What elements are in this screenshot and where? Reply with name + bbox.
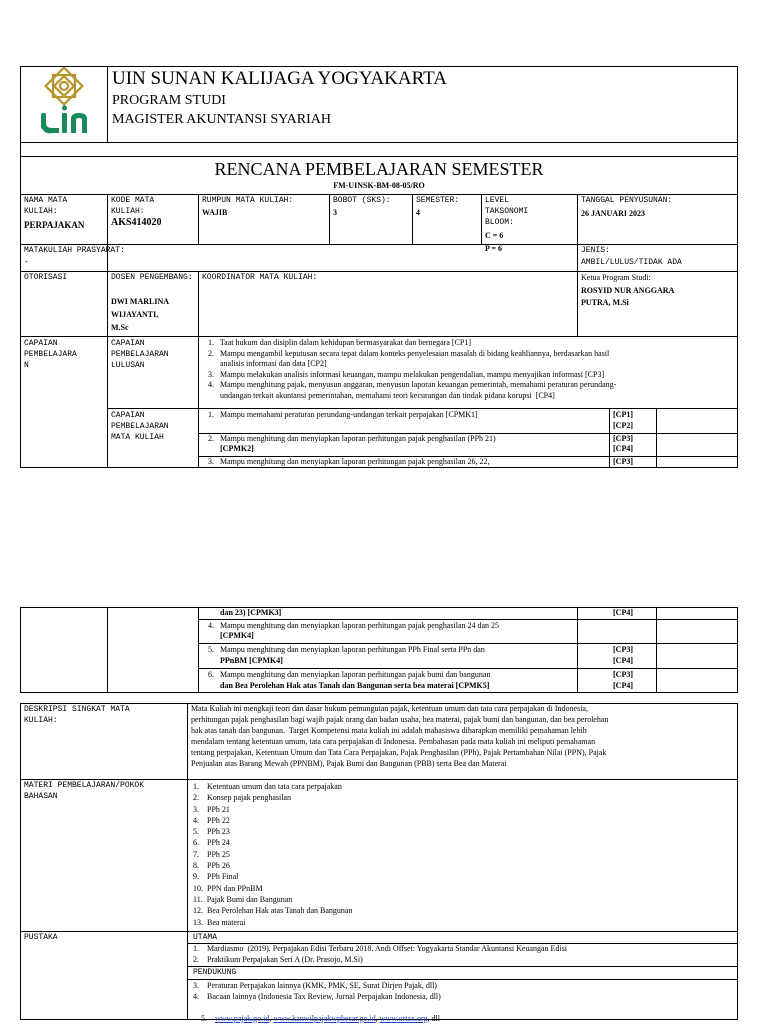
bobot-value: 3 [333, 208, 337, 217]
materi-list [193, 781, 352, 928]
program-label: PROGRAM STUDI [112, 93, 226, 108]
program-name: MAGISTER AKUNTANSI SYARIAH [112, 112, 332, 127]
list-item: 1. Mardiasmo (2019). Perpajakan Edisi Terbaru 2018. Andi Offset: Yogyakarta Standar Akuntansi Keuangan Edisi [193, 944, 567, 953]
course-name: PERPAJAKAN [24, 220, 85, 230]
list-item: 5. PPh 23 [193, 827, 230, 837]
deskripsi-label: DESKRIPSI SINGKAT MATA [24, 705, 130, 714]
list-item: 2. Praktikum Perpajakan Seri A (Dr. Prasojo, M.Si) [193, 955, 363, 964]
materi-label: MATERI PEMBELAJARAN/POKOK [24, 781, 145, 790]
list-item: 1. Ketentuan umum dan tata cara perpajakan [193, 782, 342, 791]
capaian-label: CAPAIAN [24, 339, 58, 348]
cpmk-item: 5. Mampu menghitung dan menyiapkan laporan perhitungan PPh Final serta PPn dan [208, 645, 485, 654]
semester-value: 4 [416, 208, 420, 217]
otorisasi-label: OTORISASI [24, 273, 68, 282]
list-item: 6. PPh 24 [193, 838, 230, 848]
list-item: 10. PPN dan PPnBM [193, 883, 263, 893]
rumpun-label: RUMPUN MATA KULIAH: [202, 196, 294, 205]
tanggal-value: 26 JANUARI 2023 [581, 209, 645, 218]
jenis-label: JENIS: [581, 246, 610, 255]
list-item: 5. www.pajak.go.id, www.kanwilpajakwpbesar.go.id, www.ortax.org, dll [201, 1013, 440, 1023]
level-c: C = 6 [485, 231, 504, 240]
list-item: 2. Mampu mengambil keputusan secara tepat dalam konteks penyelesaian masalah di bidang keahliannya, berdasarkan hasil [208, 348, 610, 358]
tanggal-label: TANGGAL PENYUSUNAN: [581, 196, 673, 205]
rumpun-value: WAJIB [202, 208, 228, 217]
ketua-label: Ketua Program Studi: [581, 273, 651, 282]
utama-label: UTAMA [193, 933, 218, 942]
level-label: LEVEL [485, 196, 510, 205]
jenis-value: AMBIL/LULUS/TIDAK ADA [581, 258, 682, 267]
pendukung-label: PENDUKUNG [193, 968, 237, 977]
list-item: 2. Konsep pajak penghasilan [193, 793, 291, 803]
form-code: FM-UINSK-BM-08-05/RO [333, 181, 425, 190]
cpmk-item: 4. Mampu menghitung dan menyiapkan laporan perhitungan pajak penghasilan 24 dan 25 [208, 621, 500, 630]
list-item: 7. PPh 25 [193, 849, 230, 859]
prasyarat-label: MATAKULIAH PRASYARAT: [24, 246, 125, 255]
list-item: 3. PPh 21 [193, 804, 230, 814]
link-ortax[interactable]: www.ortax.org [379, 1013, 428, 1023]
university-name: UIN SUNAN KALIJAGA YOGYAKARTA [112, 68, 447, 89]
cpmk-label: CAPAIAN [111, 411, 145, 420]
cpmk-item: 1. Mampu memahami peraturan perundang-undangan terkait perpajakan [CPMK1] [208, 410, 478, 419]
link-pajak[interactable]: www.pajak.go.id [215, 1013, 270, 1023]
document-title: RENCANA PEMBELAJARAN SEMESTER [214, 159, 544, 179]
course-code: AKS414020 [111, 217, 162, 228]
semester-label: SEMESTER: [416, 196, 460, 205]
cpmk-item: dan 23) [CPMK3] [208, 608, 282, 617]
list-item: 8. PPh 26 [193, 861, 230, 871]
list-item: 1. Taat hukum dan disiplin dalam kehidupan bermasyarakat dan bernegara [CP1] [208, 338, 471, 347]
list-item: undangan terkait akuntansi pemerintahan, memahami teori kecurangan dan tindak pidana korupsi [CP4] [208, 390, 555, 400]
list-item: 3. Mampu melakukan analisis informasi keuangan, mampu melakukan pengendalian, mampu menyajikan informasi [CP3] [208, 369, 605, 379]
list-item: 12. Bea Perolehan Hak atas Tanah dan Bangunan [193, 906, 353, 916]
cpmk-item: 6. Mampu menghitung dan menyiapkan laporan perhitungan pajak bumi dan bangunan [208, 670, 491, 679]
dosen-name: DWI MARLINA [111, 297, 169, 306]
link-kanwil[interactable]: www.kanwilpajakwpbesar.go.id [273, 1013, 376, 1023]
pustaka-label: PUSTAKA [24, 933, 58, 942]
cpmk-item: 3. Mampu menghitung dan menyiapkan laporan perhitungan pajak penghasilan 26, 22, [208, 457, 490, 466]
list-item: 4. Mampu menghitung pajak, menyusun anggaran, menyusun laporan keuangan pemerintah, memahami peraturan perundang- [208, 380, 617, 390]
uin-logo [33, 67, 95, 139]
koordinator-label: KOORDINATOR MATA KULIAH: [202, 273, 318, 282]
cpl-list [208, 338, 616, 402]
list-item: 11. Pajak Bumi dan Bangunan [193, 894, 293, 904]
course-code-label: KODE MATA [111, 196, 155, 205]
list-item: 3. Peraturan Perpajakan lainnya (KMK, PMK, SE, Surat Dirjen Pajak, dll) [193, 981, 437, 990]
list-item: 9. PPh Final [193, 872, 239, 882]
course-name-label: NAMA MATA [24, 196, 68, 205]
list-item: analisis informasi dan data [CP2] [208, 359, 327, 369]
ketua-name: ROSYID NUR ANGGARA [581, 286, 675, 295]
prasyarat-value: - [24, 258, 29, 267]
cpmk-item: 2. Mampu menghitung dan menyiapkan laporan perhitungan pajak penghasilan (PPh 21) [208, 434, 496, 443]
deskripsi-text: Mata Kuliah ini mengkaji teori dan dasar hukum pemungutan pajak, ketentuan umum dan tata cara perpajakan di Indonesia, perhitungan pajak penghasilan bagi wajib pajak orang dan badan usaha, bea materai, pajak bumi dan bangunan, dan bea perolehan hak atas tanah dan bangunan. Target Kompetensi mata kuliah ini adalah mahasiswa diharapkan memiliki pemahaman lebih mendalam tentang ketentuan umum, tata cara perpajakan di Indonesia. Pembahasan pada mata kuliah ini meliputi pemahaman tentang perpajakan, Ketentuan Umum dan Tata Cara Perpajakan, Pajak Penghasilan (PPh), Pajak Pertambahan Nilai (PPN), Pajak Penjualan atas Barang Mewah (PPNBM), Pajak Bumi dan Bangunan (PBB) serta Bea dan Materai [191, 704, 609, 768]
list-item: 13. Bea materai [193, 917, 246, 927]
dosen-label: DOSEN PENGEMBANG: [111, 273, 193, 282]
list-item: 4. Bacaan lainnya (Indonesia Tax Review, Jurnal Perpajakan Indonesia, dll) [193, 992, 441, 1001]
cpl-label: CAPAIAN [111, 339, 145, 348]
bobot-label: BOBOT (SKS): [333, 196, 391, 205]
level-p: P = 6 [485, 244, 503, 253]
list-item: 4. PPh 22 [193, 815, 230, 825]
